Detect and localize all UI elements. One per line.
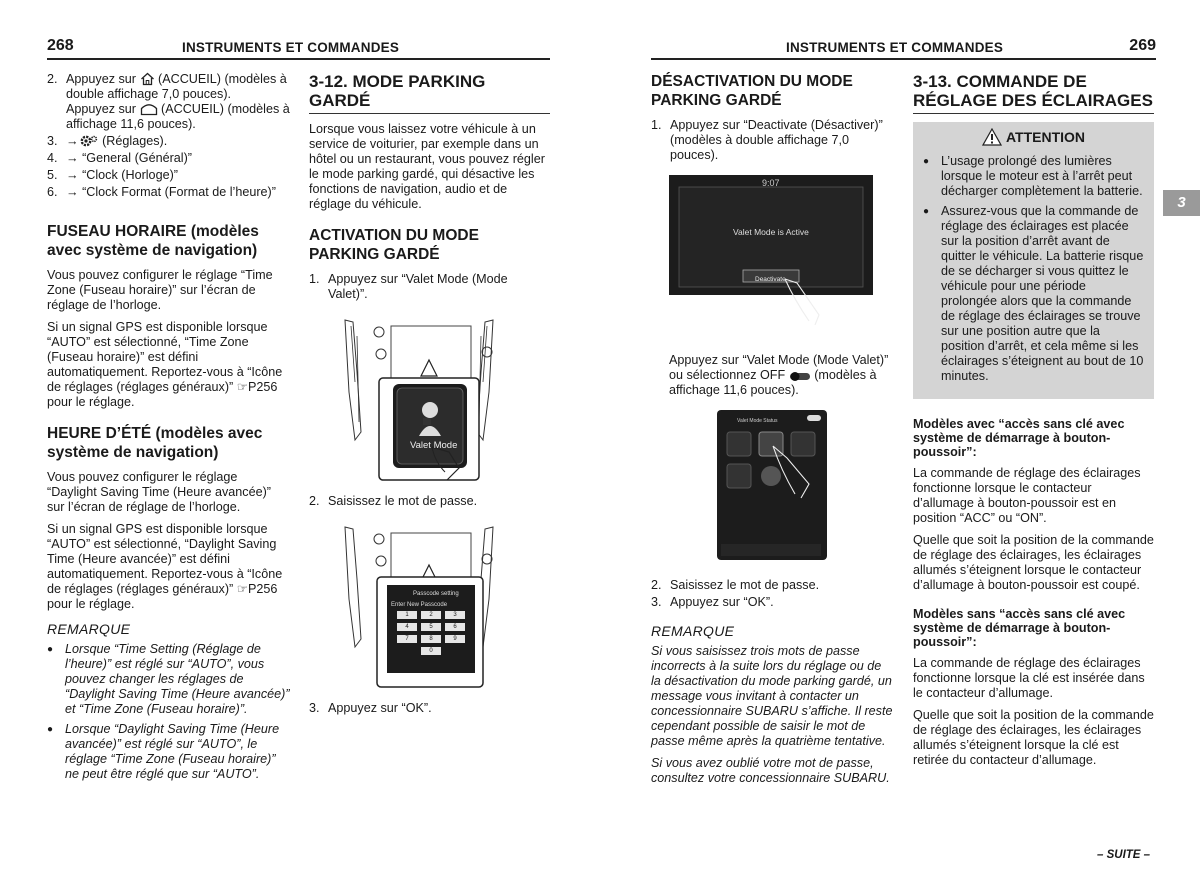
attention-bullet: ● L’usage prolongé des lumières lorsque le moteur est à l’arrêt peut décharger complètement la batterie.	[923, 154, 1144, 199]
keypad-key[interactable]: 1	[397, 611, 417, 619]
attention-bullets	[923, 154, 1144, 384]
page-header-left	[47, 36, 550, 60]
settings-gear-icon	[79, 134, 99, 148]
note-title: REMARQUE	[47, 621, 131, 637]
paragraph: Vous pouvez configurer le réglage “Daylight Saving Time (Heure avancée)” sur l’écran de réglage de l’horloge.	[47, 470, 271, 514]
keypad-key[interactable]: 0	[421, 647, 441, 655]
note-paragraph: Si vous avez oublié votre mot de passe, consultez votre concessionnaire SUBARU.	[651, 756, 890, 785]
keypad-key[interactable]: 9	[445, 635, 465, 643]
step-item: 2. Saisissez le mot de passe.	[651, 578, 820, 592]
activation-steps-2	[309, 494, 550, 509]
figure-passcode-keypad	[339, 519, 499, 689]
keypad-grid	[397, 611, 465, 655]
step-item: 1. Appuyez sur “Valet Mode (Mode Valet)”.	[309, 272, 508, 301]
right-column-2	[913, 72, 1154, 775]
keypad-key[interactable]: 4	[397, 623, 417, 631]
note-bullets	[47, 642, 290, 782]
page-header-right	[651, 36, 1156, 60]
attention-box	[913, 122, 1154, 399]
activation-steps-3	[309, 701, 550, 716]
step-item: 5. → “Clock (Horloge)”	[47, 168, 178, 182]
chapter-title-eclairages: 3-13. COMMANDE DE RÉGLAGE DES ÉCLAIRAGES	[913, 72, 1154, 114]
figure-valet-mode-dashboard	[339, 312, 499, 482]
paragraph: Si un signal GPS est disponible lorsque “AUTO” est sélectionné, “Daylight Saving Time (Heure avancée)” est défini automatiquement. Reportez-vous à “Icône de réglages (réglages généraux)” ☞P256 pour le réglage.	[47, 522, 283, 611]
passcode-dialog-title: Passcode setting	[413, 591, 459, 597]
note-paragraph: Si vous saisissez trois mots de passe incorrects à la suite lors du réglage ou de la désactivation du mode parking gardé, un message vous invitant à contacter un concessionnaire SUBARU s’affiche. Il reste cependant possible de saisir le mot de passe même après la quatrième tentative.	[651, 644, 893, 748]
paragraph: Quelle que soit la position de la commande de réglage des éclairages, les éclairages allumés s’éteignent lorsque la clé est retirée du contacteur d’allumage.	[913, 708, 1154, 767]
step-item: 3. → (Réglages).	[47, 134, 168, 148]
keypad-key[interactable]: 3	[445, 611, 465, 619]
home-wide-icon	[140, 102, 158, 116]
note-bullet: ● Lorsque “Time Setting (Réglage de l’heure)” est réglé sur “AUTO”, vous pouvez changer les réglages de “Daylight Saving Time (Heure avancée)” et “Time Zone (Fuseau horaire)”.	[47, 642, 290, 717]
paragraph: La commande de réglage des éclairages fonctionne lorsque le contacteur d’allumage à bouton-poussoir est en position “ACC” ou “ON”.	[913, 466, 1141, 525]
section-title-desactivation: DÉSACTIVATION DU MODE PARKING GARDÉ	[651, 73, 853, 109]
subsection-title-sans: Modèles sans “accès sans clé avec système de démarrage à bouton-poussoir”:	[913, 607, 1126, 649]
figure-valet-11-6-screen	[717, 410, 827, 560]
note-bullet: ● Lorsque “Daylight Saving Time (Heure avancée)” est réglé sur “AUTO”, le réglage “Time Zone (Fuseau horaire)” ne peut être réglé que sur “AUTO”.	[47, 722, 290, 782]
chapter-tab: 3	[1163, 190, 1200, 216]
paragraph: Lorsque vous laissez votre véhicule à un service de voiturier, par exemple dans un hôtel ou un restaurant, vous pouvez régler le mode parking gardé, qui désactive les fonctions de navigation, audio et de réglage du véhicule.	[309, 122, 545, 211]
attention-bullet: ● Assurez-vous que la commande de réglage des éclairages est placée sur la position d’arrêt avant de quitter le véhicule. La batterie risque de se décharger si vous quittez le véhicule pour une période prolongée alors que la commande de réglage des éclairages se trouve sur une position autre que la position d’arrêt, et cela même si les éclairages s’éteignent au bout de 10 minutes.	[923, 204, 1144, 384]
keypad-key[interactable]: 2	[421, 611, 441, 619]
step-item: 6. → “Clock Format (Format de l’heure)”	[47, 185, 276, 199]
paragraph: La commande de réglage des éclairages fonctionne lorsque la clé est insérée dans le contacteur d’allumage.	[913, 656, 1145, 700]
screen-11-6-illustration	[717, 410, 827, 560]
right-page	[600, 0, 1200, 896]
toggle-off-icon	[789, 371, 811, 382]
attention-title: ATTENTION	[1005, 129, 1086, 145]
attention-heading	[923, 128, 1144, 146]
paragraph: Quelle que soit la position de la commande de réglage des éclairages, les éclairages allumés s’éteignent lorsque le contacteur d’allumage à bouton-poussoir est coupé.	[913, 533, 1154, 592]
deactivate-button[interactable]: Deactivate	[755, 276, 786, 283]
paragraph: Vous pouvez configurer le réglage “Time Zone (Fuseau horaire)” sur l’écran de réglage de l’horloge.	[47, 268, 273, 312]
keypad-key[interactable]: 7	[397, 635, 417, 643]
dashboard-illustration	[339, 312, 499, 482]
step-item: 3. Appuyez sur “OK”.	[309, 701, 432, 715]
keypad-key[interactable]: 5	[421, 623, 441, 631]
right-column-1	[651, 72, 894, 793]
header-title-right: INSTRUMENTS ET COMMANDES	[786, 40, 1004, 55]
home-icon	[140, 72, 155, 86]
left-column-1	[47, 72, 290, 787]
step-item: 1. Appuyez sur “Deactivate (Désactiver)” (modèles à double affichage 7,0 pouces).	[651, 118, 883, 162]
valet-active-illustration	[669, 175, 873, 325]
clock-steps	[47, 72, 290, 200]
section-title-activation: ACTIVATION DU MODE PARKING GARDÉ	[309, 227, 479, 263]
left-column-2	[309, 72, 550, 718]
activation-steps	[309, 272, 550, 302]
deactivation-steps	[651, 118, 894, 163]
chapter-title-parking: 3-12. MODE PARKING GARDÉ	[309, 72, 550, 114]
valet-active-message: Valet Mode is Active	[733, 227, 809, 237]
figure-valet-active-screen	[669, 175, 873, 325]
screen-clock: 9:07	[762, 178, 780, 188]
paragraph: Si un signal GPS est disponible lorsque “AUTO” est sélectionné, “Time Zone (Fuseau horaire)” est défini automatiquement. Reportez-vous à “Icône de réglages (réglages généraux)” ☞P256 pour le réglage.	[47, 320, 283, 409]
warning-triangle-icon	[982, 128, 1002, 146]
keypad-key[interactable]: 8	[421, 635, 441, 643]
continued-label: – SUITE –	[1097, 849, 1151, 861]
paragraph: Appuyez sur “Valet Mode (Mode Valet)” ou sélectionnez OFF (modèles à affichage 11,6 pouces).	[669, 353, 889, 397]
step-item: 4. → “General (Général)”	[47, 151, 192, 165]
page-number-left: 268	[47, 37, 74, 54]
header-title-left: INSTRUMENTS ET COMMANDES	[182, 40, 400, 55]
note-title: REMARQUE	[651, 623, 735, 639]
valet-mode-status-label: Valet Mode Status	[737, 418, 778, 424]
page-number-right: 269	[1129, 37, 1156, 54]
keypad-key[interactable]: 6	[445, 623, 465, 631]
subsection-title-avec: Modèles avec “accès sans clé avec système de démarrage à bouton-poussoir”:	[913, 417, 1125, 459]
section-title-fuseau: FUSEAU HORAIRE (modèles avec système de navigation)	[47, 223, 259, 259]
step-item: 2. Saisissez le mot de passe.	[309, 494, 478, 508]
step-item: 3. Appuyez sur “OK”.	[651, 595, 774, 609]
passcode-prompt: Enter New Passcode	[391, 602, 448, 608]
section-title-ete: HEURE D’ÉTÉ (modèles avec système de navigation)	[47, 425, 263, 461]
valet-mode-button-label[interactable]: Valet Mode	[410, 440, 458, 451]
deactivation-steps-2	[651, 578, 894, 610]
step-item: 2. Appuyez sur (ACCUEIL) (modèles à double affichage 7,0 pouces). Appuyez sur (ACCUEIL) (modèles à affichage 11,6 pouces).	[47, 72, 290, 131]
